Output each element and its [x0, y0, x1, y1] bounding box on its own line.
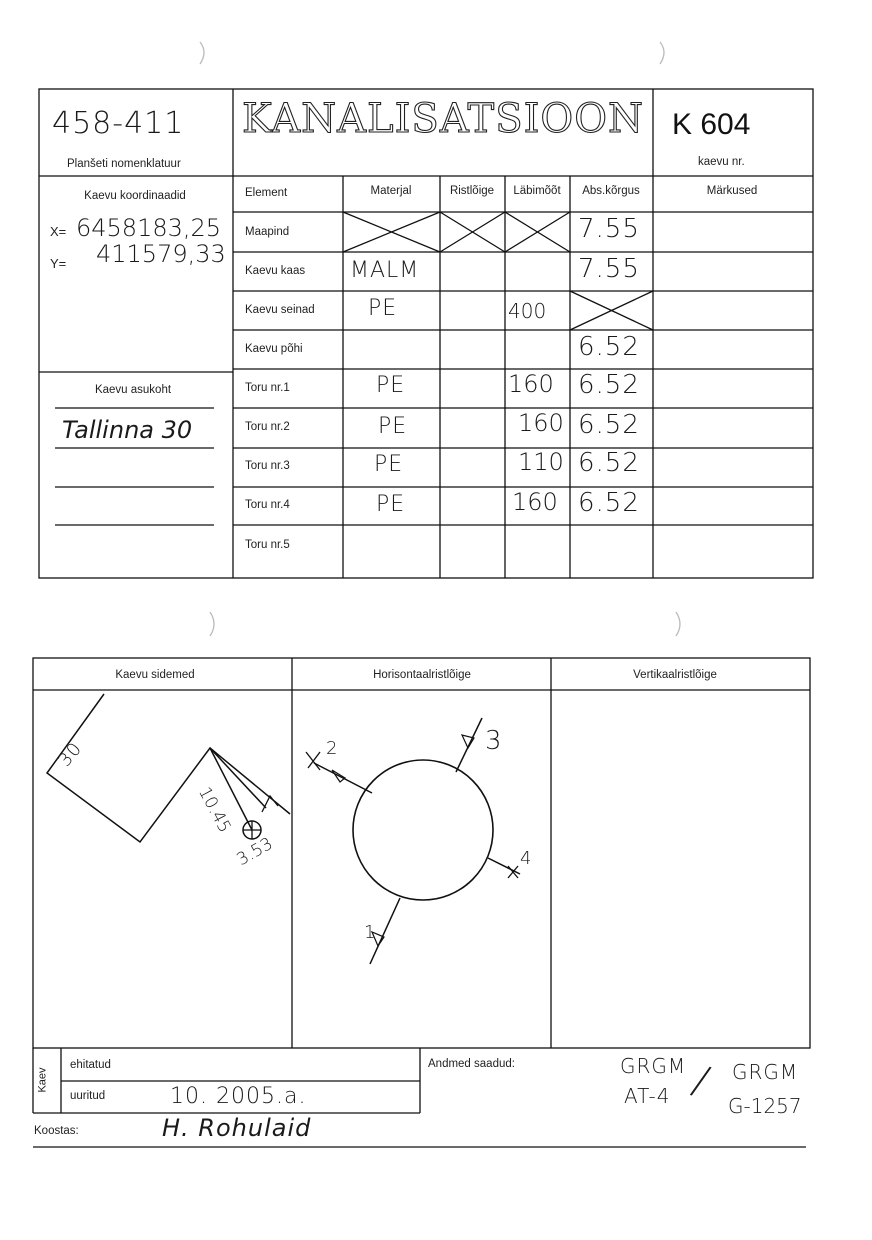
row-elevation: 7.55 [578, 214, 640, 244]
coord-y-prefix: Y= [50, 256, 67, 271]
row-elevation: 6.52 [578, 488, 640, 518]
col-header-diameter: Läbimõõt [513, 185, 561, 197]
row-material: PE [376, 373, 406, 398]
location-value: Tallinna 30 [62, 416, 193, 444]
source-separator: / [687, 1056, 716, 1106]
source-2-ref: G-1257 [728, 1094, 802, 1118]
row-diameter: 160 [512, 488, 558, 516]
row-elevation: 6.52 [578, 370, 640, 400]
ties-section-label: Kaevu sidemed [115, 669, 195, 681]
row-element: Maapind [245, 226, 290, 238]
compiled-value: H. Rohulaid [162, 1114, 312, 1142]
location-label: Kaevu asukoht [94, 384, 172, 396]
pipe-number-3: 3 [485, 726, 503, 756]
compiled-label: Koostas: [34, 1125, 79, 1137]
tie-distance-10-45: 10.45 [194, 783, 235, 837]
pipe-number-1: 1 [364, 922, 377, 943]
col-header-cross-section: Ristlõige [449, 185, 495, 197]
col-header-elevation: Abs.kõrgus [582, 185, 640, 197]
row-diameter: 400 [508, 299, 547, 323]
row-element: Toru nr.1 [245, 382, 290, 394]
pipe-number-2: 2 [326, 738, 339, 759]
horizontal-section-label: Horisontaalristlõige [373, 669, 471, 681]
row-material: PE [378, 414, 408, 439]
row-elevation: 6.52 [578, 332, 640, 362]
surveyed-value: 10. 2005.a. [170, 1084, 307, 1109]
well-number-value: K 604 [672, 108, 751, 141]
coord-x-prefix: X= [50, 224, 67, 239]
nomenclature-label: Planšeti nomenklatuur [67, 158, 181, 170]
source-1: GRGM [620, 1054, 687, 1078]
row-elevation: 6.52 [578, 410, 640, 440]
source-1-ref: AT-4 [624, 1084, 671, 1108]
data-source-label: Andmed saadud: [428, 1058, 515, 1070]
col-header-material: Materjal [370, 185, 412, 197]
nomenclature-value: 458-411 [52, 106, 185, 141]
well-number-label: kaevu nr. [698, 156, 745, 168]
surveyed-label: uuritud [70, 1090, 106, 1102]
coordinates-label: Kaevu koordinaadid [84, 190, 186, 202]
vertical-section-label: Vertikaalristlõige [633, 669, 717, 681]
row-diameter: 160 [508, 370, 554, 398]
col-header-notes: Märkused [706, 185, 758, 197]
tie-distance-30: 30 [54, 738, 87, 771]
row-material: MALM [350, 258, 420, 283]
row-diameter: 160 [518, 409, 564, 437]
tie-distance-3-53: 3.53 [233, 833, 277, 871]
row-element: Toru nr.2 [245, 421, 290, 433]
row-element: Toru nr.4 [245, 499, 290, 511]
source-2: GRGM [732, 1060, 799, 1084]
col-header-element: Element [245, 187, 288, 199]
row-element: Kaevu põhi [245, 343, 303, 355]
built-label: ehitatud [70, 1059, 111, 1071]
row-element: Toru nr.5 [245, 539, 290, 551]
row-elevation: 7.55 [578, 254, 640, 284]
row-element: Toru nr.3 [245, 460, 290, 472]
row-element: Kaevu kaas [245, 265, 306, 277]
pipe-number-4: 4 [520, 848, 533, 869]
row-material: PE [374, 452, 404, 477]
row-material: PE [376, 492, 406, 517]
coord-x-value: 6458183,25 [76, 214, 222, 242]
row-elevation: 6.52 [578, 448, 640, 478]
coord-y-value: 411579,33 [96, 240, 226, 268]
row-diameter: 110 [518, 448, 564, 476]
form-title: KANALISATSIOON [242, 96, 644, 142]
well-side-label: Kaev [36, 1067, 49, 1093]
row-material: PE [368, 296, 398, 321]
row-element: Kaevu seinad [245, 304, 315, 316]
